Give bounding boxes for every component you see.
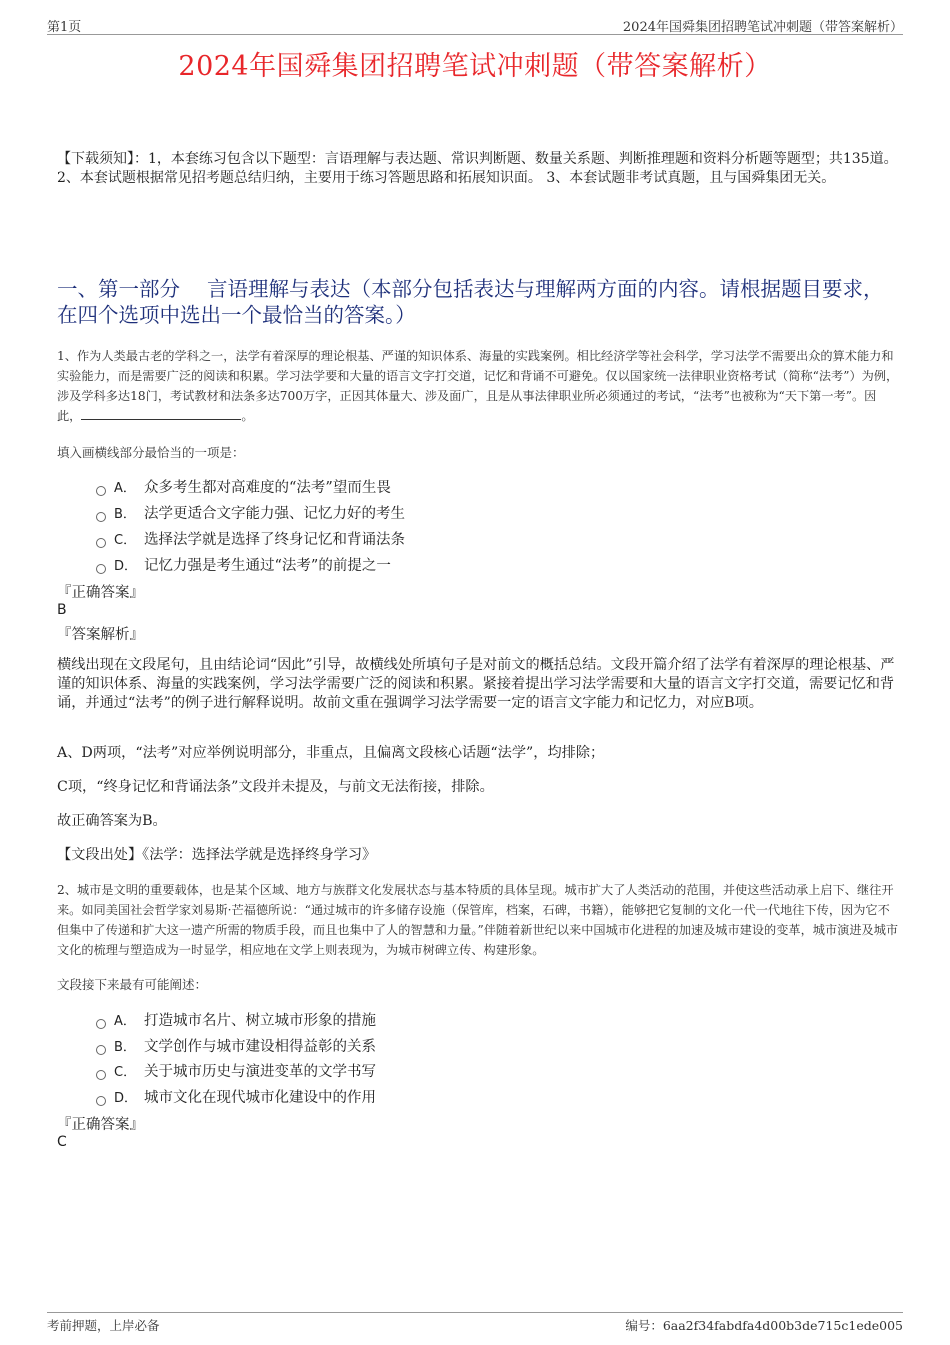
- question-1-answer: B: [57, 602, 67, 618]
- option-text: 打造城市名片、树立城市形象的措施: [144, 1013, 376, 1029]
- header-doc-title: 2024年国舜集团招聘笔试冲刺题（带答案解析）: [622, 20, 903, 35]
- question-1-analysis-p3: C项，“终身记忆和背诵法条”文段并未提及，与前文无法衔接，排除。: [57, 779, 494, 795]
- footer-serial: 编号：6aa2f34fabdfa4d00b3de715c1ede005: [625, 1318, 903, 1333]
- option-label: B．: [114, 1040, 136, 1055]
- question-2-answer: C: [57, 1134, 67, 1150]
- option-label: D．: [114, 1091, 138, 1106]
- radio-icon[interactable]: [96, 486, 106, 496]
- footer-slogan: 考前押题，上岸必备: [47, 1318, 160, 1333]
- option-label: A．: [114, 1014, 136, 1029]
- question-1-option-d[interactable]: [96, 554, 391, 576]
- radio-icon[interactable]: [96, 1096, 106, 1106]
- question-1-option-b[interactable]: [96, 502, 405, 524]
- page-footer: [47, 1312, 903, 1333]
- question-2-stem: 2、城市是文明的重要载体，也是某个区域、地方与族群文化发展状态与基本特质的具体呈现。城市扩大了人类活动的范围，并使这些活动承上启下、继往开来。如同美国社会哲学家刘易斯·芒福德所说：“通过城市的许多储存设施（保管库，档案，石碑，书籍），能够把它复制的文化一代一代地往下传，因为它不但集中了传递和扩大这一遗产所需的物质手段，而且也集中了人的智慧和力量。”伴随着新世纪以来中国城市化进程的加速及城市建设的变革，城市演进及城市文化的梳理与塑造成为一时显学，相应地在文学上则表现为，为城市树碑立传、构建形象。: [57, 883, 899, 957]
- question-1-analysis-p1: 横线出现在文段尾句，且由结论词“因此”引导，故横线处所填句子是对前文的概括总结。文段开篇介绍了法学有着深厚的理论根基、严谨的知识体系、海量的实践案例，学习法学需要广泛的阅读和积累。紧接着提出学习法学需要和大量的语言文字打交道，需要记忆和背诵，并通过“法考”的例子进行解释说明。故前文重在强调学习法学需要一定的语言文字能力和记忆力，对应B项。: [57, 657, 895, 711]
- option-label: B．: [114, 507, 136, 522]
- radio-icon[interactable]: [96, 538, 106, 548]
- option-text: 城市文化在现代城市化建设中的作用: [144, 1090, 376, 1106]
- page-title: 2024年国舜集团招聘笔试冲刺题（带答案解析）: [178, 51, 772, 82]
- question-1-analysis-tag: 『答案解析』: [57, 627, 144, 643]
- radio-icon[interactable]: [96, 1019, 106, 1029]
- question-2-option-d[interactable]: [96, 1086, 376, 1108]
- option-text: 众多考生都对高难度的“法考”望而生畏: [144, 480, 391, 496]
- option-label: A．: [114, 481, 136, 496]
- option-text: 关于城市历史与演进变革的文学书写: [144, 1064, 376, 1080]
- section-heading: 一、第一部分 言语理解与表达（本部分包括表达与理解两方面的内容。请根据题目要求，在四个选项中选出一个最恰当的答案。）: [57, 277, 884, 327]
- question-1-prompt: 填入画横线部分最恰当的一项是：: [57, 445, 245, 460]
- question-1-analysis-p4: 故正确答案为B。: [57, 813, 167, 829]
- question-2-answer-tag: 『正确答案』: [57, 1117, 144, 1133]
- option-label: C．: [114, 1065, 137, 1080]
- option-label: D．: [114, 559, 138, 574]
- page-header: [47, 14, 903, 35]
- question-2-option-c[interactable]: [96, 1060, 376, 1082]
- option-text: 法学更适合文字能力强、记忆力好的考生: [144, 506, 405, 522]
- radio-icon[interactable]: [96, 1045, 106, 1055]
- fill-blank: [81, 407, 241, 420]
- download-notice: 【下载须知】：1，本套练习包含以下题型：言语理解与表达题、常识判断题、数量关系题、判断推理题和资料分析题等题型；共135道。 2、本套试题根据常见招考题总结归纳，主要用于练习答题思路和拓展知识面。 3、本套试题非考试真题，且与国舜集团无关。: [57, 151, 898, 186]
- question-1-option-a[interactable]: [96, 476, 391, 498]
- question-1-analysis-p2: A、D两项，“法考”对应举例说明部分，非重点，且偏离文段核心话题“法学”，均排除；: [57, 745, 605, 761]
- option-label: C．: [114, 533, 137, 548]
- question-1-stem: [57, 346, 899, 426]
- page-number: 第1页: [47, 20, 82, 35]
- question-1-stem-end: 。: [241, 409, 254, 423]
- question-2-option-b[interactable]: [96, 1035, 376, 1057]
- question-1-answer-tag: 『正确答案』: [57, 585, 144, 601]
- radio-icon[interactable]: [96, 512, 106, 522]
- option-text: 文学创作与城市建设相得益彰的关系: [144, 1039, 376, 1055]
- option-text: 记忆力强是考生通过“法考”的前提之一: [144, 558, 391, 574]
- question-1-option-c[interactable]: [96, 528, 405, 550]
- question-2-option-a[interactable]: [96, 1009, 376, 1031]
- question-1-source: 【文段出处】《法学：选择法学就是选择终身学习》: [57, 847, 377, 863]
- question-2-prompt: 文段接下来最有可能阐述：: [57, 977, 208, 992]
- radio-icon[interactable]: [96, 564, 106, 574]
- option-text: 选择法学就是选择了终身记忆和背诵法条: [144, 532, 405, 548]
- radio-icon[interactable]: [96, 1070, 106, 1080]
- question-1-stem-text: 1、作为人类最古老的学科之一，法学有着深厚的理论根基、严谨的知识体系、海量的实践案例。相比经济学等社会科学，学习法学不需要出众的算术能力和实验能力，而是需要广泛的阅读和积累。学习法学要和大量的语言文字打交道，记忆和背诵不可避免。仅以国家统一法律职业资格考试（简称“法考”）为例，涉及学科多达18门，考试教材和法条多达700万字，正因其体量大、涉及面广，且是从事法律职业所必须通过的考试，“法考”也被称为“天下第一考”。因此，: [57, 349, 899, 423]
